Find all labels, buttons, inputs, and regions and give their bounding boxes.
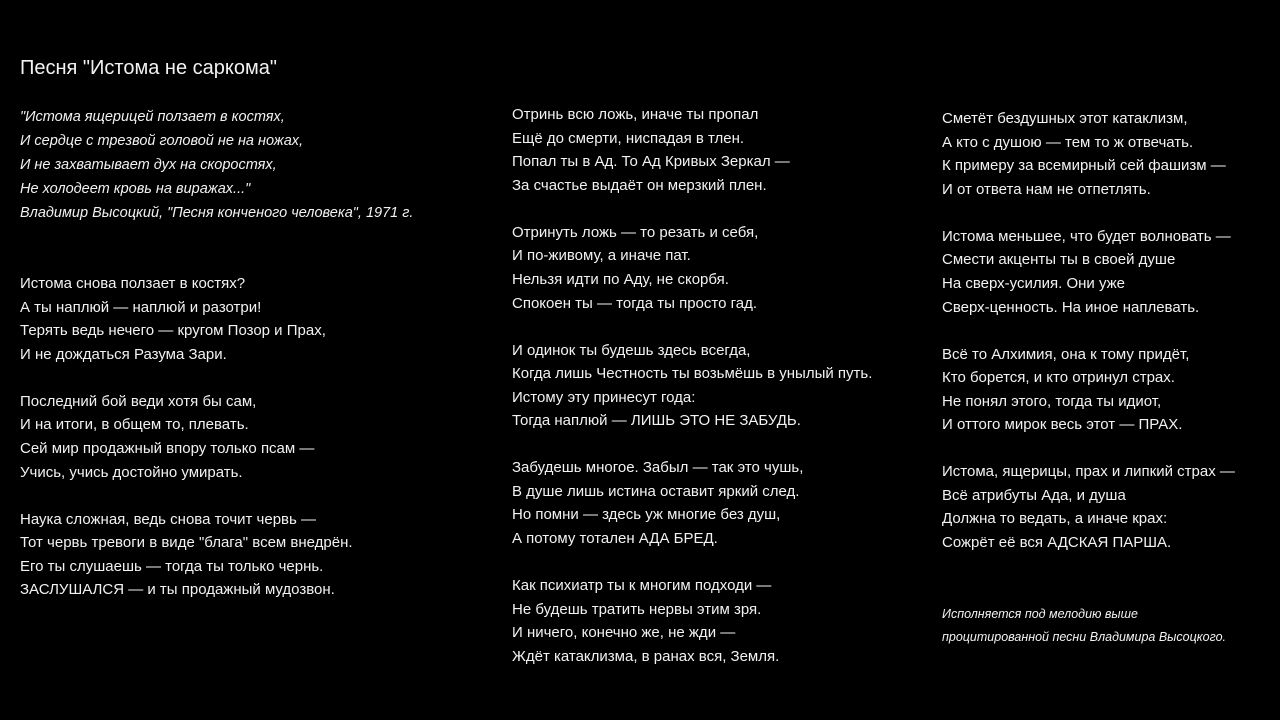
verse-line: Последний бой веди хотя бы сам, [20,392,257,410]
verse-line: Его ты слушаешь — тогда ты только чернь. [20,557,324,575]
verse-line: Истому эту принесут года: [512,388,696,406]
stanza [942,460,1235,554]
note-line: Исполняется под мелодию выше [942,607,1138,621]
verse-line: Смести акценты ты в своей душе [942,251,1176,269]
stanza [512,221,872,315]
verse-line: Отринуть ложь — то резать и себя, [512,223,759,241]
stanza [20,390,353,484]
verse-line: Как психиатр ты к многим подходи — [512,577,772,595]
verse-line: Нельзя идти по Аду, не скорбя. [512,270,729,288]
verse-line: Должна то ведать, а иначе крах: [942,510,1168,528]
verse-line: И не дождаться Разума Зари. [20,345,227,363]
verse-line: Не будешь тратить нервы этим зря. [512,600,762,618]
verse-line: На сверх-усилия. Они уже [942,274,1125,292]
verse-line: Попал ты в Ад. То Ад Кривых Зеркал — [512,153,790,171]
epigraph-line: И не захватывает дух на скоростях, [20,157,277,173]
poem-title: Песня "Истома не саркома" [20,57,277,79]
verse-line: И ничего, конечно же, не жди — [512,624,736,642]
verse-line: А ты наплюй — наплюй и разотри! [20,298,262,316]
verse-line: В душе лишь истина оставит яркий след. [512,482,800,500]
stanza [942,225,1235,319]
verse-line: Забудешь многое. Забыл — так это чушь, [512,459,804,477]
verse-line: И на итоги, в общем то, плевать. [20,416,249,434]
verse-line: И оттого мирок весь этот — ПРАХ. [942,416,1183,434]
stanza [20,272,353,366]
verse-line: И от ответа нам не отпетлять. [942,180,1151,198]
epigraph-line: "Истома ящерицей ползает в костях, [20,109,285,125]
note-line: процитированной песни Владимира Высоцкого. [942,630,1227,644]
verse-line: К примеру за всемирный сей фашизм — [942,157,1226,175]
verse-line: ЗАСЛУШАЛСЯ — и ты продажный мудозвон. [20,581,335,599]
verse-line: Сожрёт её вся АДСКАЯ ПАРША. [942,534,1172,552]
verse-line: А потому тотален АДА БРЕД. [512,530,718,548]
stanza [512,339,872,433]
verse-line: Ждёт катаклизма, в ранах вся, Земля. [512,647,780,665]
verse-line: Не понял этого, тогда ты идиот, [942,392,1162,410]
epigraph-line: Не холодеет кровь на виражах..." [20,181,251,197]
verse-line: Отринь всю ложь, иначе ты пропал [512,106,759,123]
verse-line: Но помни — здесь уж многие без душ, [512,506,781,524]
epigraph-attribution: Владимир Высоцкий, "Песня конченого человека", 1971 г. [20,205,414,221]
verse-line: Учись, учись достойно умирать. [20,463,243,481]
verse-line: Всё атрибуты Ада, и душа [942,486,1126,504]
stanza [942,107,1235,201]
verse-line: Истома снова ползает в костях? [20,275,246,292]
stanza [512,574,872,668]
verse-line: Кто борется, и кто отринул страх. [942,369,1175,387]
poem-column-middle [512,103,872,692]
stanza [512,103,872,197]
stanza [942,343,1235,437]
epigraph-quote [20,105,413,225]
verse-line: Тот червь тревоги в виде "блага" всем внедрён. [20,534,353,552]
epigraph-line: И сердце с трезвой головой не на ножах, [20,133,304,149]
verse-line: Тогда наплюй — ЛИШЬ ЭТО НЕ ЗАБУДЬ. [512,412,801,430]
verse-line: Спокоен ты — тогда ты просто гад. [512,294,757,312]
verse-line: Терять ведь нечего — кругом Позор и Прах, [20,322,326,340]
poem-column-right [942,107,1235,578]
verse-line: Когда лишь Честность ты возьмёшь в унылый путь. [512,365,873,383]
verse-line: Наука сложная, ведь снова точит червь — [20,510,317,528]
verse-line: И одинок ты будешь здесь всегда, [512,341,751,359]
verse-line: Ещё до смерти, ниспадая в тлен. [512,129,745,147]
verse-line: И по-живому, а иначе пат. [512,247,691,265]
stanza [512,456,872,550]
verse-line: Сей мир продажный впору только псам — [20,439,315,457]
stanza [20,508,353,602]
verse-line: Истома меньшее, что будет волновать — [942,227,1231,245]
verse-line: Истома, ящерицы, прах и липкий страх — [942,463,1235,481]
verse-line: За счастье выдаёт он мерзкий плен. [512,176,767,194]
verse-line: Всё то Алхимия, она к тому придёт, [942,345,1190,363]
verse-line: Сметёт бездушных этот катаклизм, [942,110,1188,127]
performance-note [942,603,1226,649]
poem-column-left [20,272,353,625]
verse-line: А кто с душою — тем то ж отвечать. [942,133,1194,151]
verse-line: Сверх-ценность. На иное наплевать. [942,298,1200,316]
